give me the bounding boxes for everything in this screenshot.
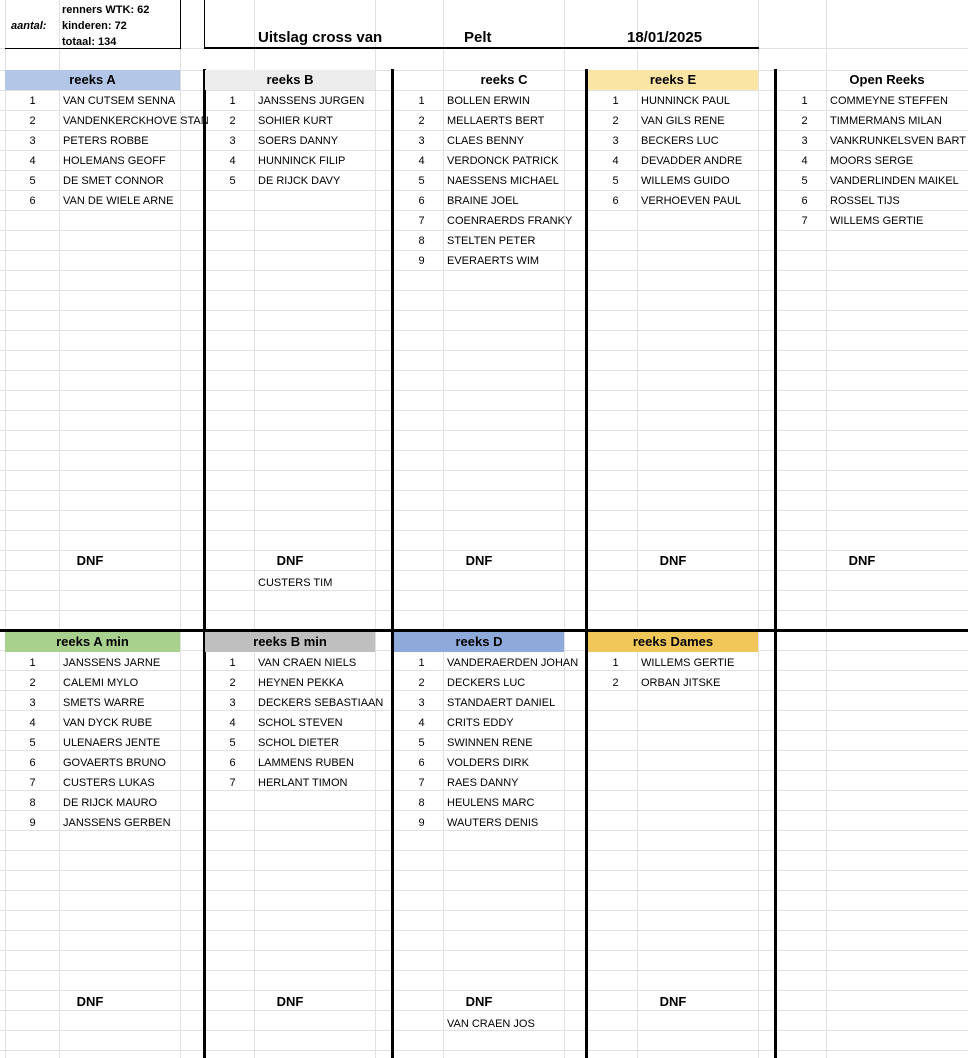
- dnf-label: DNF: [659, 553, 687, 568]
- aantal-label: aantal:: [11, 20, 47, 32]
- result-name: HUNNINCK PAUL: [641, 95, 731, 107]
- gridline-row: [0, 1050, 968, 1051]
- result-name: VAN CRAEN NIELS: [258, 657, 357, 669]
- result-name: PETERS ROBBE: [63, 135, 149, 147]
- result-position: 4: [801, 155, 808, 167]
- header-border: [204, 0, 205, 49]
- result-position: 4: [29, 717, 36, 729]
- result-position: 1: [418, 657, 425, 669]
- result-name: TIMMERMANS MILAN: [830, 115, 942, 127]
- gridline-col: [254, 0, 255, 1058]
- result-position: 3: [418, 697, 425, 709]
- result-position: 5: [418, 737, 425, 749]
- header-border: [180, 0, 181, 49]
- gridline-row: [0, 990, 968, 991]
- result-name: SCHOL STEVEN: [258, 717, 343, 729]
- result-position: 1: [801, 95, 808, 107]
- result-position: 5: [29, 737, 36, 749]
- result-name: HUNNINCK FILIP: [258, 155, 346, 167]
- gridline-col: [637, 0, 638, 1058]
- column-separator: [203, 69, 206, 1058]
- section-header-reeks-dames: reeks Dames: [588, 632, 758, 652]
- totaal-count: totaal: 134: [62, 36, 117, 48]
- result-position: 5: [229, 175, 236, 187]
- result-name: JANSSENS JARNE: [63, 657, 161, 669]
- result-name: RAES DANNY: [447, 777, 519, 789]
- result-name: LAMMENS RUBEN: [258, 757, 354, 769]
- result-name: VANDERAERDEN JOHAN: [447, 657, 579, 669]
- gridline-row: [0, 970, 968, 971]
- result-position: 3: [29, 135, 36, 147]
- result-position: 8: [29, 797, 36, 809]
- result-name: DEVADDER ANDRE: [641, 155, 743, 167]
- dnf-label: DNF: [276, 553, 304, 568]
- section-header-reeks-d: reeks D: [394, 632, 564, 652]
- result-name: SOHIER KURT: [258, 115, 333, 127]
- gridline-row: [0, 510, 968, 511]
- gridline-row: [0, 390, 968, 391]
- result-position: 2: [29, 115, 36, 127]
- gridline-col: [59, 0, 60, 1058]
- gridline-col: [375, 0, 376, 1058]
- section-header-reeks-a-min: reeks A min: [5, 632, 180, 652]
- result-name: ORBAN JITSKE: [641, 677, 721, 689]
- result-name: SWINNEN RENE: [447, 737, 533, 749]
- result-position: 5: [29, 175, 36, 187]
- result-name: COMMEYNE STEFFEN: [830, 95, 948, 107]
- result-position: 6: [418, 195, 425, 207]
- gridline-row: [0, 910, 968, 911]
- result-name: HOLEMANS GEOFF: [63, 155, 166, 167]
- result-position: 1: [418, 95, 425, 107]
- gridline-row: [0, 430, 968, 431]
- result-name: EVERAERTS WIM: [447, 255, 540, 267]
- result-position: 2: [801, 115, 808, 127]
- result-name: DECKERS SEBASTIAAN: [258, 697, 384, 709]
- result-name: SOERS DANNY: [258, 135, 339, 147]
- renners-count: renners WTK: 62: [62, 4, 150, 16]
- gridline-row: [0, 890, 968, 891]
- gridline-col: [758, 0, 759, 1058]
- result-name: CUSTERS LUKAS: [63, 777, 155, 789]
- section-header-reeks-a: reeks A: [5, 70, 180, 90]
- result-position: 3: [229, 697, 236, 709]
- result-position: 6: [418, 757, 425, 769]
- result-name: DE RIJCK MAURO: [63, 797, 158, 809]
- result-position: 7: [418, 777, 425, 789]
- result-position: 6: [612, 195, 619, 207]
- result-name: DE RIJCK DAVY: [258, 175, 341, 187]
- dnf-label: DNF: [76, 994, 104, 1009]
- result-name: GOVAERTS BRUNO: [63, 757, 166, 769]
- result-name: DECKERS LUC: [447, 677, 526, 689]
- result-position: 2: [229, 115, 236, 127]
- result-position: 7: [801, 215, 808, 227]
- kinderen-count: kinderen: 72: [62, 20, 127, 32]
- dnf-label: DNF: [465, 994, 493, 1009]
- section-header-reeks-e: reeks E: [588, 70, 758, 90]
- result-position: 1: [29, 95, 36, 107]
- gridline-row: [0, 290, 968, 291]
- result-position: 5: [229, 737, 236, 749]
- result-position: 5: [418, 175, 425, 187]
- result-name: BECKERS LUC: [641, 135, 719, 147]
- dnf-label: DNF: [76, 553, 104, 568]
- dnf-label: DNF: [465, 553, 493, 568]
- result-name: WAUTERS DENIS: [447, 817, 539, 829]
- gridline-col: [180, 0, 181, 1058]
- result-name: HEULENS MARC: [447, 797, 535, 809]
- result-name: COENRAERDS FRANKY: [447, 215, 573, 227]
- result-name: JANSSENS GERBEN: [63, 817, 171, 829]
- result-name: ULENAERS JENTE: [63, 737, 161, 749]
- gridline-row: [0, 310, 968, 311]
- result-position: 7: [229, 777, 236, 789]
- result-position: 5: [801, 175, 808, 187]
- gridline-row: [0, 590, 968, 591]
- section-header-reeks-b: reeks B: [205, 70, 375, 90]
- result-name: NAESSENS MICHAEL: [447, 175, 559, 187]
- result-position: 6: [801, 195, 808, 207]
- result-name: CRITS EDDY: [447, 717, 514, 729]
- result-name: WILLEMS GERTIE: [830, 215, 924, 227]
- result-position: 6: [29, 757, 36, 769]
- result-position: 4: [229, 717, 236, 729]
- result-name: BRAINE JOEL: [447, 195, 519, 207]
- result-position: 2: [418, 677, 425, 689]
- dnf-rider: CUSTERS TIM: [258, 577, 333, 589]
- result-name: VAN DYCK RUBE: [63, 717, 153, 729]
- result-name: VAN DE WIELE ARNE: [63, 195, 174, 207]
- result-name: VAN GILS RENE: [641, 115, 725, 127]
- result-name: CALEMI MYLO: [63, 677, 139, 689]
- result-position: 1: [29, 657, 36, 669]
- gridline-row: [0, 490, 968, 491]
- result-name: BOLLEN ERWIN: [447, 95, 530, 107]
- section-header-reeks-c: reeks C: [480, 72, 528, 87]
- result-name: JANSSENS JURGEN: [258, 95, 365, 107]
- gridline-col: [443, 0, 444, 1058]
- gridline-row: [0, 330, 968, 331]
- result-position: 9: [418, 817, 425, 829]
- dnf-label: DNF: [659, 994, 687, 1009]
- column-separator: [774, 69, 777, 1058]
- section-header-reeks-b-min: reeks B min: [205, 632, 375, 652]
- result-position: 4: [418, 717, 425, 729]
- dnf-label: DNF: [276, 994, 304, 1009]
- gridline-col: [564, 0, 565, 1058]
- result-position: 4: [29, 155, 36, 167]
- result-name: STANDAERT DANIEL: [447, 697, 556, 709]
- result-name: SMETS WARRE: [63, 697, 145, 709]
- result-name: WILLEMS GUIDO: [641, 175, 730, 187]
- result-name: WILLEMS GERTIE: [641, 657, 735, 669]
- result-position: 2: [229, 677, 236, 689]
- result-name: MOORS SERGE: [830, 155, 914, 167]
- result-position: 5: [612, 175, 619, 187]
- result-position: 1: [612, 95, 619, 107]
- result-position: 3: [801, 135, 808, 147]
- result-position: 8: [418, 797, 425, 809]
- gridline-row: [0, 870, 968, 871]
- result-position: 2: [612, 115, 619, 127]
- result-position: 3: [229, 135, 236, 147]
- result-name: VERHOEVEN PAUL: [641, 195, 742, 207]
- result-position: 2: [29, 677, 36, 689]
- result-position: 4: [612, 155, 619, 167]
- result-position: 8: [418, 235, 425, 247]
- gridline-col: [5, 0, 6, 1058]
- gridline-row: [0, 370, 968, 371]
- result-position: 7: [29, 777, 36, 789]
- gridline-row: [0, 610, 968, 611]
- result-name: MELLAERTS BERT: [447, 115, 545, 127]
- result-position: 3: [612, 135, 619, 147]
- result-position: 4: [418, 155, 425, 167]
- result-name: VOLDERS DIRK: [447, 757, 529, 769]
- result-position: 6: [229, 757, 236, 769]
- column-separator: [585, 69, 588, 1058]
- page-title: Uitslag cross van: [258, 29, 383, 46]
- location: Pelt: [464, 29, 492, 46]
- section-header-open-reeks: Open Reeks: [849, 72, 925, 87]
- result-position: 1: [612, 657, 619, 669]
- gridline-row: [0, 850, 968, 851]
- result-name: SCHOL DIETER: [258, 737, 339, 749]
- result-position: 6: [29, 195, 36, 207]
- gridline-row: [0, 410, 968, 411]
- dnf-label: DNF: [848, 553, 876, 568]
- column-separator: [391, 69, 394, 1058]
- gridline-col: [826, 0, 827, 1058]
- result-name: HEYNEN PEKKA: [258, 677, 344, 689]
- gridline-row: [0, 930, 968, 931]
- result-position: 9: [418, 255, 425, 267]
- result-name: VERDONCK PATRICK: [447, 155, 559, 167]
- race-date: 18/01/2025: [627, 29, 703, 46]
- gridline-row: [0, 950, 968, 951]
- gridline-row: [0, 450, 968, 451]
- result-name: VANKRUNKELSVEN BART: [830, 135, 966, 147]
- result-position: 7: [418, 215, 425, 227]
- result-position: 1: [229, 657, 236, 669]
- result-position: 2: [612, 677, 619, 689]
- dnf-rider: VAN CRAEN JOS: [447, 1018, 535, 1030]
- result-position: 3: [418, 135, 425, 147]
- result-position: 2: [418, 115, 425, 127]
- gridline-row: [0, 530, 968, 531]
- result-name: CLAES BENNY: [447, 135, 525, 147]
- result-position: 3: [29, 697, 36, 709]
- gridline-row: [0, 350, 968, 351]
- result-name: VANDENKERCKHOVE STAN: [63, 115, 209, 127]
- result-name: ROSSEL TIJS: [830, 195, 900, 207]
- result-position: 4: [229, 155, 236, 167]
- result-name: VAN CUTSEM SENNA: [63, 95, 176, 107]
- gridline-row: [0, 470, 968, 471]
- result-position: 9: [29, 817, 36, 829]
- result-name: DE SMET CONNOR: [63, 175, 164, 187]
- result-name: STELTEN PETER: [447, 235, 536, 247]
- result-name: VANDERLINDEN MAIKEL: [830, 175, 959, 187]
- result-name: HERLANT TIMON: [258, 777, 348, 789]
- result-position: 1: [229, 95, 236, 107]
